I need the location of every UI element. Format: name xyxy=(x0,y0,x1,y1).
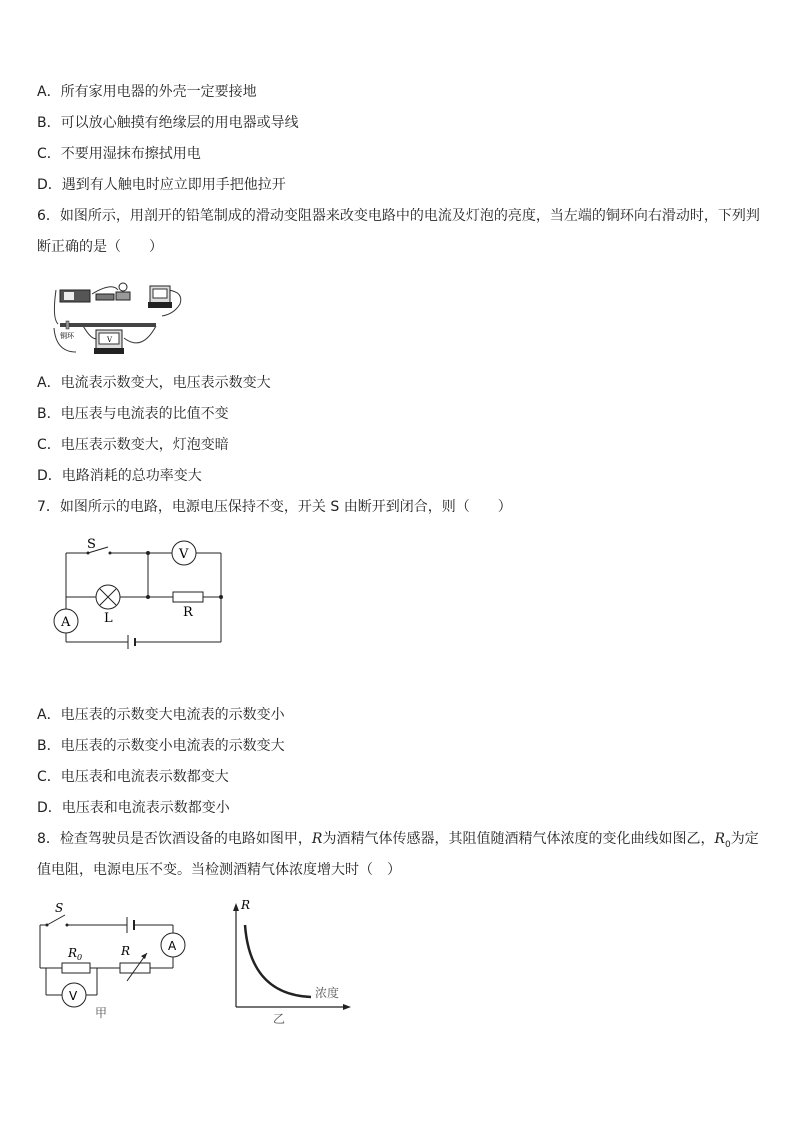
q8-battery-icon xyxy=(127,917,134,933)
q6-circuit-photo xyxy=(52,278,187,358)
q7-lamp-label: L xyxy=(104,611,113,626)
ammeter-icon xyxy=(148,286,172,308)
graph-y-axis-label: R xyxy=(241,898,251,912)
q6-option-b: B．电压表与电流表的比值不变 xyxy=(37,406,229,422)
q6-option-d: D．电路消耗的总功率变大 xyxy=(37,468,202,484)
q6-stem-line1: 6．如图所示，用剖开的铅笔制成的滑动变阻器来改变电路中的电流及灯泡的亮度，当左端的铜环向右滑动时，下列判 xyxy=(37,208,760,224)
battery-icon xyxy=(60,290,90,302)
q7-voltmeter-icon xyxy=(172,541,196,565)
resistance-concentration-curve xyxy=(245,925,311,997)
q8-fixed-resistor-icon xyxy=(62,963,90,973)
q8-r-label: R xyxy=(121,944,131,958)
q6-option-a: A．电流表示数变大，电压表示数变大 xyxy=(37,375,271,391)
q8-stem-line2: 值电阻，电源电压不变。当检测酒精气体浓度增大时（ ） xyxy=(37,862,401,878)
q7-option-d: D．电压表和电流表示数都变小 xyxy=(37,800,230,816)
graph-x-axis-label: 浓度 xyxy=(315,986,340,1000)
q8-r0-label: $R_0$ xyxy=(68,946,83,962)
q8-circuit-diagram-jia xyxy=(35,893,195,1023)
svg-text:V: V xyxy=(107,336,113,344)
q7-option-b: B．电压表的示数变小电流表的示数变大 xyxy=(37,738,285,754)
q6-stem-line2: 断正确的是（ ） xyxy=(37,239,163,255)
q8-switch-label: S xyxy=(55,901,64,915)
switch-icon xyxy=(96,294,114,300)
q7-circuit-diagram xyxy=(48,535,228,650)
svg-text:V: V xyxy=(69,989,78,1003)
q7-switch-label: S xyxy=(87,537,96,552)
q8-caption-jia: 甲 xyxy=(95,1006,108,1020)
q7-option-a: A．电压表的示数变大电流表的示数变小 xyxy=(37,707,285,723)
q5-option-b: B．可以放心触摸有绝缘层的用电器或导线 xyxy=(37,115,299,131)
svg-text:A: A xyxy=(61,615,71,630)
q7-battery-icon xyxy=(128,635,135,649)
q5-option-c: C．不要用湿抹布擦拭用电 xyxy=(37,146,201,162)
q8-graph-yi xyxy=(225,895,360,1025)
voltmeter-icon xyxy=(94,330,124,354)
pencil-rheostat-icon xyxy=(60,321,156,329)
lamp-icon xyxy=(116,283,130,300)
q5-option-d: D．遇到有人触电时应立即用手把他拉开 xyxy=(37,177,286,193)
q7-option-c: C．电压表和电流表示数都变大 xyxy=(37,769,229,785)
svg-text:V: V xyxy=(179,547,189,562)
q8-stem-line1: 8．检查驾驶员是否饮酒设备的电路如图甲，R为酒精气体传感器，其阻值随酒精气体浓度的变化曲线如图乙，$R_0$为定 xyxy=(37,831,759,850)
q8-caption-yi: 乙 xyxy=(273,1012,286,1025)
q7-resistor-icon xyxy=(173,592,203,602)
q7-stem: 7．如图所示的电路，电源电压保持不变，开关 S 由断开到闭合，则（ ） xyxy=(37,499,512,515)
svg-text:A: A xyxy=(168,939,177,953)
q7-ammeter-icon xyxy=(54,609,78,633)
q8-voltmeter-icon xyxy=(62,983,86,1007)
q8-ammeter-icon xyxy=(161,933,185,957)
q5-option-a: A．所有家用电器的外壳一定要接地 xyxy=(37,84,257,100)
q6-option-c: C．电压表示数变大，灯泡变暗 xyxy=(37,437,229,453)
q7-lamp-icon xyxy=(96,585,120,609)
copper-ring-label: 铜环 xyxy=(60,332,74,340)
q7-resistor-label: R xyxy=(183,605,193,620)
